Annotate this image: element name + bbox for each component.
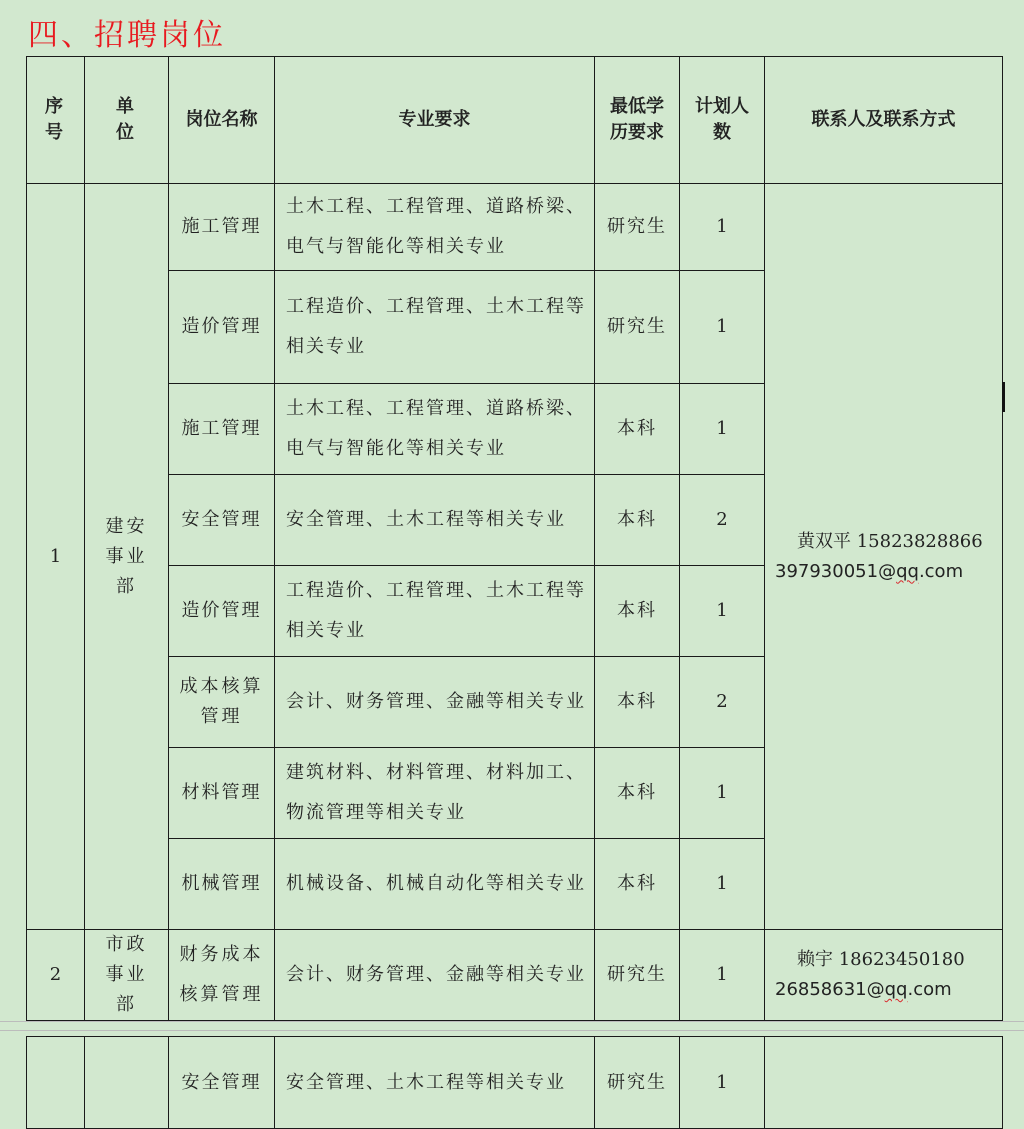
table-row xyxy=(27,1037,1003,1129)
page-break-line xyxy=(0,1021,1024,1022)
contact-email: 397930051@qq.com xyxy=(775,560,964,582)
position-cell: 施工管理 xyxy=(169,384,275,475)
recruitment-table-continued xyxy=(26,1036,1003,1129)
text-cursor xyxy=(1002,382,1005,412)
major-cell: 会计、财务管理、金融等相关专业 xyxy=(275,657,595,748)
group-contact xyxy=(765,930,1003,1021)
header-position: 岗位名称 xyxy=(169,57,275,184)
contact-email: 26858631@qq.com xyxy=(775,979,952,1000)
position-cell: 造价管理 xyxy=(169,566,275,657)
header-contact: 联系人及联系方式 xyxy=(765,57,1003,184)
position-cell: 机械管理 xyxy=(169,839,275,930)
education-cell: 研究生 xyxy=(595,184,680,271)
count-cell: 1 xyxy=(680,1037,765,1129)
header-education: 最低学历要求 xyxy=(595,57,680,184)
major-cell: 会计、财务管理、金融等相关专业 xyxy=(275,930,595,1021)
contact-name: 赖宇 18623450180 xyxy=(797,949,965,970)
table-row xyxy=(27,184,1003,271)
count-cell: 2 xyxy=(680,657,765,748)
group-contact xyxy=(765,1037,1003,1129)
header-unit: 单位 xyxy=(85,57,169,184)
page-break-line xyxy=(0,1030,1024,1031)
education-cell: 本科 xyxy=(595,566,680,657)
group-unit: 市政事业部 xyxy=(85,930,169,1021)
section-title: 四、招聘岗位 xyxy=(28,18,226,53)
table-row xyxy=(27,930,1003,1021)
group-index: 2 xyxy=(27,930,85,1021)
position-cell: 安全管理 xyxy=(169,1037,275,1129)
position-cell: 财务成本核算管理 xyxy=(169,930,275,1021)
major-cell: 土木工程、工程管理、道路桥梁、电气与智能化等相关专业 xyxy=(275,384,595,475)
position-cell: 成本核算管理 xyxy=(169,657,275,748)
recruitment-table xyxy=(26,56,1003,1021)
education-cell: 研究生 xyxy=(595,1037,680,1129)
education-cell: 本科 xyxy=(595,384,680,475)
group-contact xyxy=(765,184,1003,930)
position-cell: 安全管理 xyxy=(169,475,275,566)
header-count: 计划人数 xyxy=(680,57,765,184)
education-cell: 研究生 xyxy=(595,271,680,384)
group-unit: 建安事业部 xyxy=(85,184,169,930)
group-index: 1 xyxy=(27,184,85,930)
count-cell: 1 xyxy=(680,930,765,1021)
education-cell: 研究生 xyxy=(595,930,680,1021)
major-cell: 工程造价、工程管理、土木工程等相关专业 xyxy=(275,566,595,657)
contact-name: 黄双平 15823828866 xyxy=(797,530,983,552)
major-cell: 工程造价、工程管理、土木工程等相关专业 xyxy=(275,271,595,384)
education-cell: 本科 xyxy=(595,475,680,566)
header-row xyxy=(27,57,1003,184)
major-cell: 安全管理、土木工程等相关专业 xyxy=(275,1037,595,1129)
major-cell: 安全管理、土木工程等相关专业 xyxy=(275,475,595,566)
count-cell: 1 xyxy=(680,271,765,384)
major-cell: 机械设备、机械自动化等相关专业 xyxy=(275,839,595,930)
count-cell: 1 xyxy=(680,566,765,657)
header-major: 专业要求 xyxy=(275,57,595,184)
count-cell: 1 xyxy=(680,748,765,839)
education-cell: 本科 xyxy=(595,657,680,748)
education-cell: 本科 xyxy=(595,839,680,930)
major-cell: 土木工程、工程管理、道路桥梁、电气与智能化等相关专业 xyxy=(275,184,595,271)
count-cell: 1 xyxy=(680,384,765,475)
position-cell: 造价管理 xyxy=(169,271,275,384)
count-cell: 1 xyxy=(680,184,765,271)
position-cell: 材料管理 xyxy=(169,748,275,839)
count-cell: 2 xyxy=(680,475,765,566)
header-index: 序号 xyxy=(27,57,85,184)
group-index xyxy=(27,1037,85,1129)
position-cell: 施工管理 xyxy=(169,184,275,271)
count-cell: 1 xyxy=(680,839,765,930)
group-unit xyxy=(85,1037,169,1129)
major-cell: 建筑材料、材料管理、材料加工、物流管理等相关专业 xyxy=(275,748,595,839)
education-cell: 本科 xyxy=(595,748,680,839)
